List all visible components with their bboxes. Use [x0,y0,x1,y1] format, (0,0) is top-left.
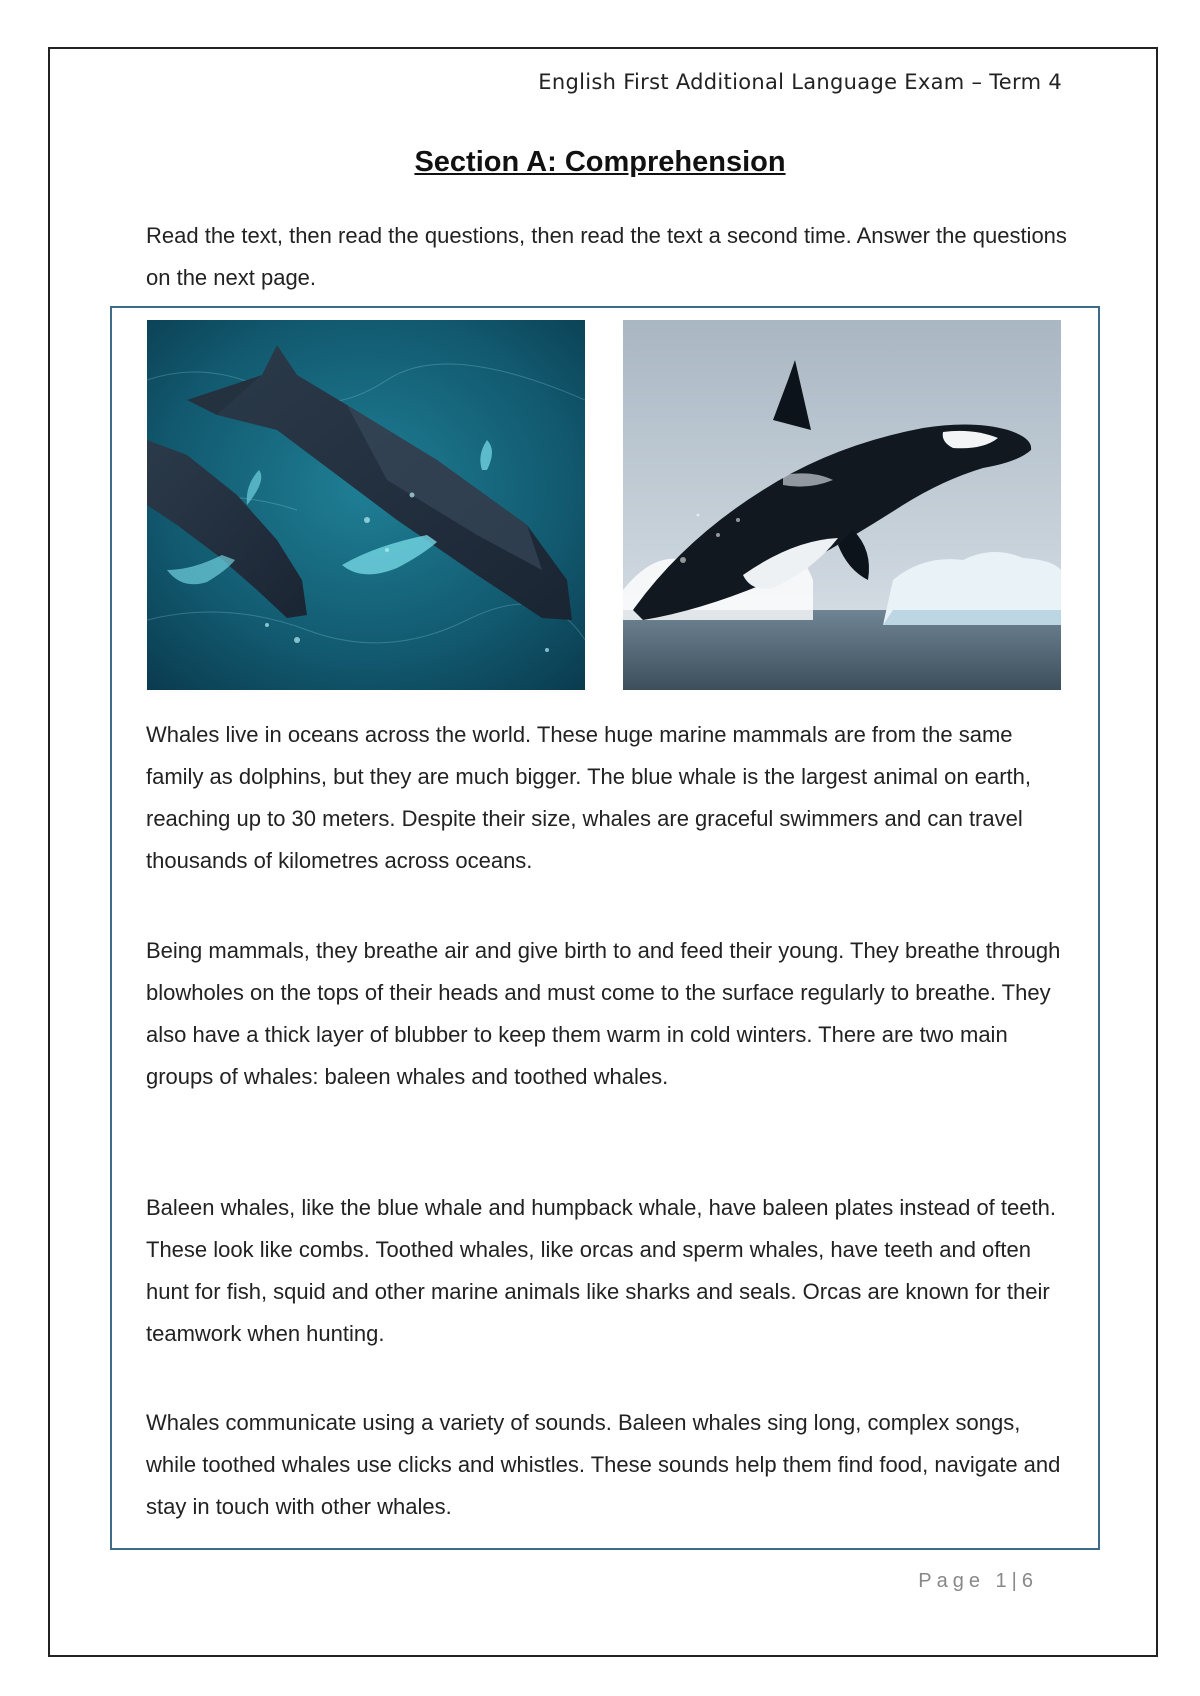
page-number: Page 1|6 [918,1570,1038,1592]
passage-paragraph-2: Being mammals, they breathe air and give birth to and feed their young. They breathe through blowholes on the tops of their heads and must come to the surface regularly to breathe. They also have a thick layer of blubber to keep them warm in cold winters. There are two main groups of whales: baleen whales and toothed whales. [146,938,1061,1089]
instructions-text: Read the text, then read the questions, then read the text a second time. Answer the questions on the next page. [146,223,1067,290]
orca-breaching-photo [623,320,1061,690]
passage-paragraph-3: Baleen whales, like the blue whale and humpback whale, have baleen plates instead of teeth. These look like combs. Toothed whales, like orcas and sperm whales, have teeth and often hunt for fish, squid and other marine animals like sharks and seals. Orcas are known for their teamwork when hunting. [146,1195,1056,1346]
section-title: Section A: Comprehension [414,146,786,178]
humpback-whales-photo [147,320,585,690]
passage-paragraph-4: Whales communicate using a variety of sounds. Baleen whales sing long, complex songs, while toothed whales use clicks and whistles. These sounds help them find food, navigate and stay in touch with other whales. [146,1410,1061,1519]
exam-header: English First Additional Language Exam – Term 4 [538,70,1062,94]
passage-paragraph-1: Whales live in oceans across the world. These huge marine mammals are from the same family as dolphins, but they are much bigger. The blue whale is the largest animal on earth, reaching up to 30 meters. Despite their size, whales are graceful swimmers and can travel thousands of kilometres across oceans. [146,722,1031,873]
